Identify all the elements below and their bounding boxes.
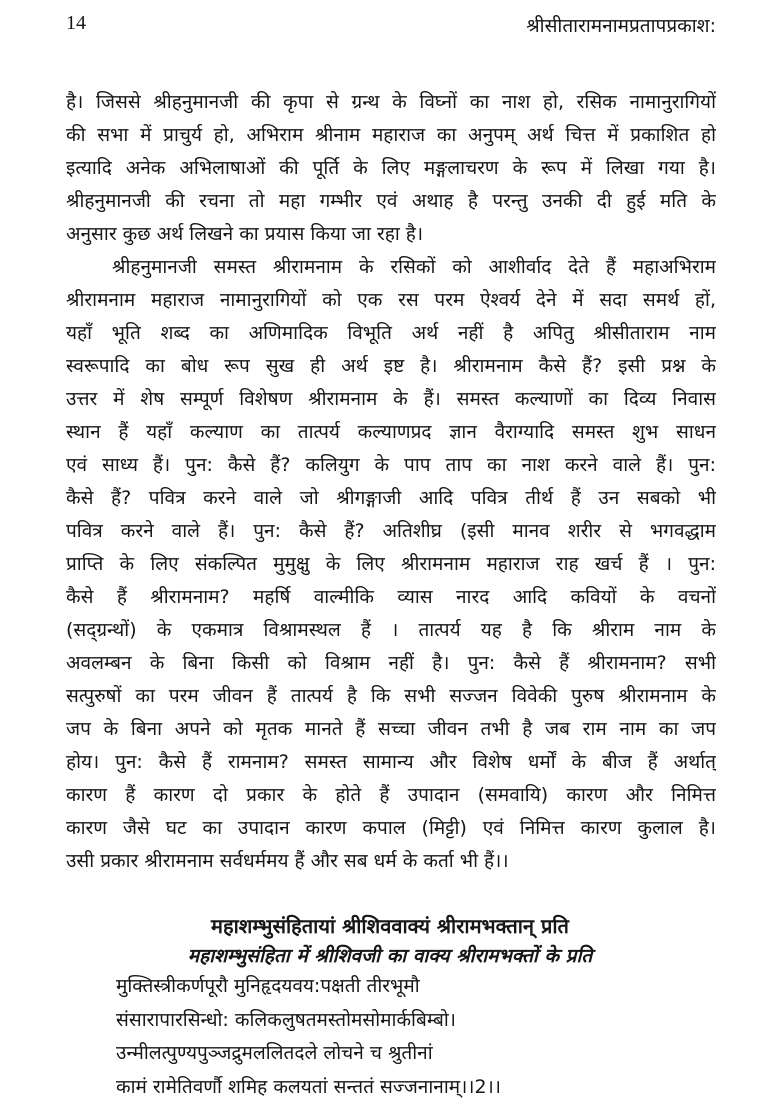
text-line: कैसे हैं? पवित्र करने वाले जो श्रीगङ्गाजी आदि पवित्र तीर्थ हैं उन सबको भी: [66, 487, 716, 509]
text-line: श्रीरामनाम महाराज नामानुरागियों को एक रस परम ऐश्वर्य देने में सदा समर्थ हों,: [66, 289, 716, 311]
text-line: है। जिससे श्रीहनुमानजी की कृपा से ग्रन्थ के विघ्नों का नाश हो, रसिक नामानुरागियों: [66, 91, 716, 113]
body-text: [66, 86, 716, 878]
text-line: श्रीहनुमानजी की रचना तो महा गम्भीर एवं अथाह है परन्तु उनकी दी हुई मति के: [66, 190, 716, 212]
text-line: होय। पुन: कैसे हैं रामनाम? समस्त सामान्य और विशेष धर्मों के बीज हैं अर्थात्: [66, 751, 716, 773]
text-line: कैसे हैं श्रीरामनाम? महर्षि वाल्मीकि व्यास नारद आदि कवियों के वचनों: [66, 586, 716, 608]
page-number: 14: [66, 12, 86, 34]
text-line: (सद्ग्रन्थों) के एकमात्र विश्रामस्थल हैं । तात्पर्य यह है कि श्रीराम नाम के: [66, 619, 716, 641]
verse: [116, 970, 501, 1104]
section-subheading: महाशम्भुसंहिता में श्रीशिवजी का वाक्य श्रीरामभक्तों के प्रति: [187, 945, 593, 967]
text-line: अनुसार कुछ अर्थ लिखने का प्रयास किया जा रहा है।: [66, 223, 424, 245]
text-line: उसी प्रकार श्रीरामनाम सर्वधर्ममय हैं और सब धर्म के कर्ता भी हैं।।: [66, 850, 509, 872]
text-line: पवित्र करने वाले हैं। पुन: कैसे हैं? अतिशीघ्र (इसी मानव शरीर से भगवद्धाम: [66, 520, 716, 542]
text-line: यहाँ भूति शब्द का अणिमादिक विभूति अर्थ नहीं है अपितु श्रीसीताराम नाम: [66, 322, 716, 344]
text-line: स्वरूपादि का बोध रूप सुख ही अर्थ इष्ट है। श्रीरामनाम कैसे हैं? इसी प्रश्न के: [66, 355, 716, 377]
verse-line: कामं रामेतिवर्णौ शमिह कलयतां सन्ततं सज्जनानाम्।।2।।: [116, 1075, 501, 1098]
running-title: श्रीसीतारामनामप्रतापप्रकाश:: [526, 15, 716, 37]
text-line: प्राप्ति के लिए संकल्पित मुमुक्षु के लिए श्रीरामनाम महाराज राह खर्च हैं । पुन:: [66, 553, 716, 575]
text-line: स्थान हैं यहाँ कल्याण का तात्पर्य कल्याणप्रद ज्ञान वैराग्यादि समस्त शुभ साधन: [66, 421, 716, 443]
verse-line: उन्मीलत्पुण्यपुञ्जद्रुमललितदले लोचने च श्रुतीनां: [116, 1042, 433, 1064]
text-line: श्रीहनुमानजी समस्त श्रीरामनाम के रसिकों को आशीर्वाद देते हैं महाअभिराम: [112, 256, 716, 278]
text-line: उत्तर में शेष सम्पूर्ण विशेषण श्रीरामनाम के हैं। समस्त कल्याणों का दिव्य निवास: [66, 388, 716, 410]
text-line: की सभा में प्राचुर्य हो, अभिराम श्रीनाम महाराज का अनुपम् अर्थ चित्त में प्रकाशित हो: [66, 124, 716, 146]
verse-line: संसारापारसिन्धो: कलिकलुषतमस्तोमसोमार्कबिम्बो।: [116, 1008, 456, 1031]
text-line: कारण हैं कारण दो प्रकार के होते हैं उपादान (समवायि) कारण और निमित्त: [66, 784, 716, 806]
section-heading: महाशम्भुसंहितायां श्रीशिववाक्यं श्रीरामभक्तान् प्रति: [211, 914, 569, 938]
paragraph: [66, 251, 716, 878]
paragraph: [66, 86, 716, 251]
text-line: जप के बिना अपने को मृतक मानते हैं सच्चा जीवन तभी है जब राम नाम का जप: [66, 718, 716, 740]
text-line: एवं साध्य हैं। पुन: कैसे हैं? कलियुग के पाप ताप का नाश करने वाले हैं। पुन:: [66, 454, 716, 476]
text-line: अवलम्बन के बिना किसी को विश्राम नहीं है। पुन: कैसे हैं श्रीरामनाम? सभी: [66, 652, 716, 674]
verse-line: मुक्तिस्त्रीकर्णपूरौ मुनिहृदयवय:पक्षती तीरभूमौ: [116, 975, 420, 997]
text-line: इत्यादि अनेक अभिलाषाओं की पूर्ति के लिए मङ्गलाचरण के रूप में लिखा गया है।: [66, 157, 716, 179]
text-line: कारण जैसे घट का उपादान कारण कपाल (मिट्टी) एवं निमित्त कारण कुलाल है।: [66, 817, 716, 839]
text-line: सत्पुरुषों का परम जीवन हैं तात्पर्य है कि सभी सज्जन विवेकी पुरुष श्रीरामनाम के: [66, 685, 716, 707]
